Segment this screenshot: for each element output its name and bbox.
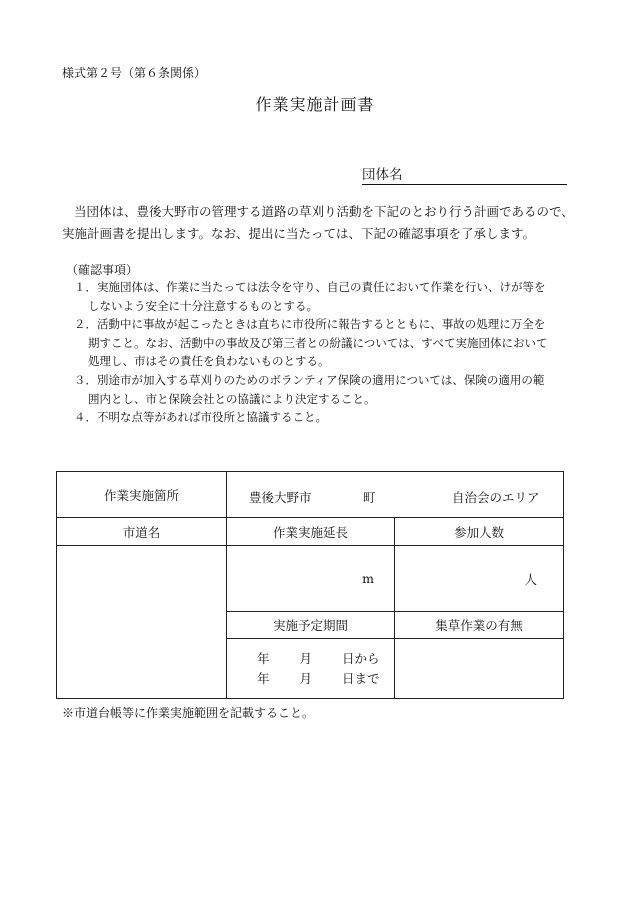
confirmation-item-3-line-1: ３．別途市が加入する草刈りのためのボランティア保険の適用については、保険の適用の範 [74,372,545,387]
confirmation-heading: （確認事項） [66,263,139,277]
footnote: ※市道台帳等に作業実施範囲を記載すること。 [62,706,315,720]
organization-name-label: 団体名 [362,167,403,183]
grass-collection-label: 集草作業の有無 [395,612,564,639]
confirmation-item-1-line-1: １．実施団体は、作業に当たっては法令を守り、自己の責任において作業を行い、けが等を [74,280,546,294]
end-year-unit: 年 [257,670,270,686]
confirmation-item-3-line-2: 囲内とし、市と保険会社との協議により決定すること。 [88,391,376,406]
table-row [57,518,564,546]
end-month-unit: 月 [299,670,313,686]
participants-label: 参加人数 [395,518,564,546]
start-year-unit: 年 [257,650,270,666]
participants-unit: 人 [524,571,537,587]
neighborhood-area-suffix: 自治会のエリア [452,490,540,505]
work-length-label: 作業実施延長 [227,518,395,546]
start-day-from: 日から [342,650,380,666]
town-suffix: 町 [363,490,376,505]
city-name: 豊後大野市 [249,490,312,505]
work-length-field[interactable] [227,546,395,612]
end-day-until: 日まで [342,670,380,686]
scheduled-period-label: 実施予定期間 [227,612,395,639]
confirmation-item-2-line-3: 処理し、市はその責任を負わないものとする。 [88,354,330,369]
end-date [257,669,394,689]
intro-line-2: 実施計画書を提出します。なお、提出に当たっては、下記の確認事項を了承します。 [62,226,536,241]
confirmation-item-4-line-1: ４．不明な点等があれば市役所と協議すること。 [74,410,327,425]
participants-field[interactable] [395,546,564,612]
road-name-field[interactable] [57,546,227,699]
confirmation-items [74,278,548,427]
table-row [57,546,564,612]
road-name-label: 市道名 [57,518,227,546]
grass-collection-field[interactable] [395,639,564,699]
intro-line-1: 当団体は、豊後大野市の管理する道路の草刈り活動を下記のとおり行う計画であるので、 [74,204,574,219]
scheduled-period-field[interactable] [227,639,395,699]
confirmation-item-2-line-2: 期すこと。なお、活動中の事故及び第三者との紛議については、すべて実施団体において [88,335,548,350]
intro-paragraph [62,201,582,245]
start-date [257,649,394,669]
table-row [57,472,564,518]
confirmation-item-1-line-2: しないよう安全に十分注意するものとする。 [88,298,318,313]
start-month-unit: 月 [299,650,313,666]
work-location-field[interactable] [227,472,564,518]
work-location-label: 作業実施箇所 [57,472,227,518]
form-number-label: 様式第２号（第６条関係） [62,66,207,80]
work-plan-table [56,471,564,699]
organization-name-field[interactable] [362,163,567,185]
length-unit: m [362,571,374,586]
document-title: 作業実施計画書 [255,95,375,114]
confirmation-item-2-line-1: ２．活動中に事故が起こったときは直ちに市役所に報告するとともに、事故の処理に万全を [74,317,546,332]
